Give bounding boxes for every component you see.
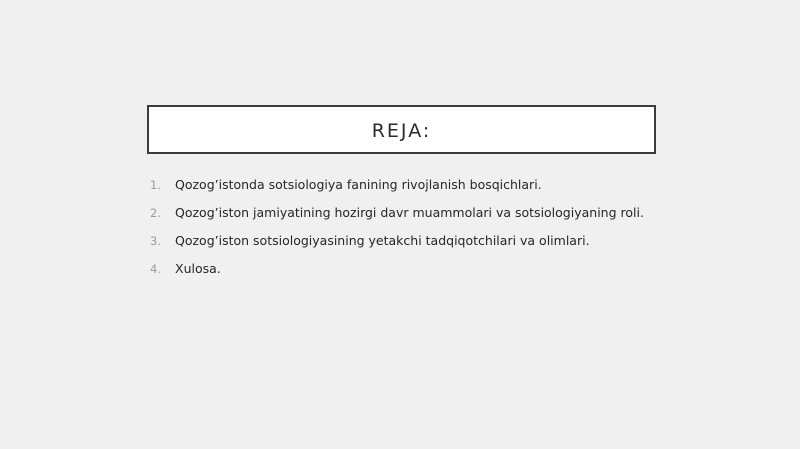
- agenda-item: [150, 261, 670, 289]
- agenda-item-text: Qozog’istonda sotsiologiya fanining rivojlanish bosqichlari.: [175, 177, 542, 192]
- agenda-item: [150, 233, 670, 261]
- agenda-item: [150, 205, 670, 233]
- title-box: [147, 105, 656, 154]
- agenda-item-text: Xulosa.: [175, 261, 221, 276]
- agenda-item-number: 3.: [150, 234, 161, 248]
- agenda-list: [150, 177, 670, 289]
- agenda-item-text: Qozog’iston sotsiologiyasining yetakchi tadqiqotchilari va olimlari.: [175, 233, 590, 248]
- agenda-item-number: 4.: [150, 262, 161, 276]
- agenda-item-text: Qozog’iston jamiyatining hozirgi davr muammolari va sotsiologiyaning roli.: [175, 205, 644, 220]
- agenda-item: [150, 177, 670, 205]
- agenda-item-number: 2.: [150, 206, 161, 220]
- agenda-item-number: 1.: [150, 178, 161, 192]
- slide-title: REJA:: [371, 119, 432, 142]
